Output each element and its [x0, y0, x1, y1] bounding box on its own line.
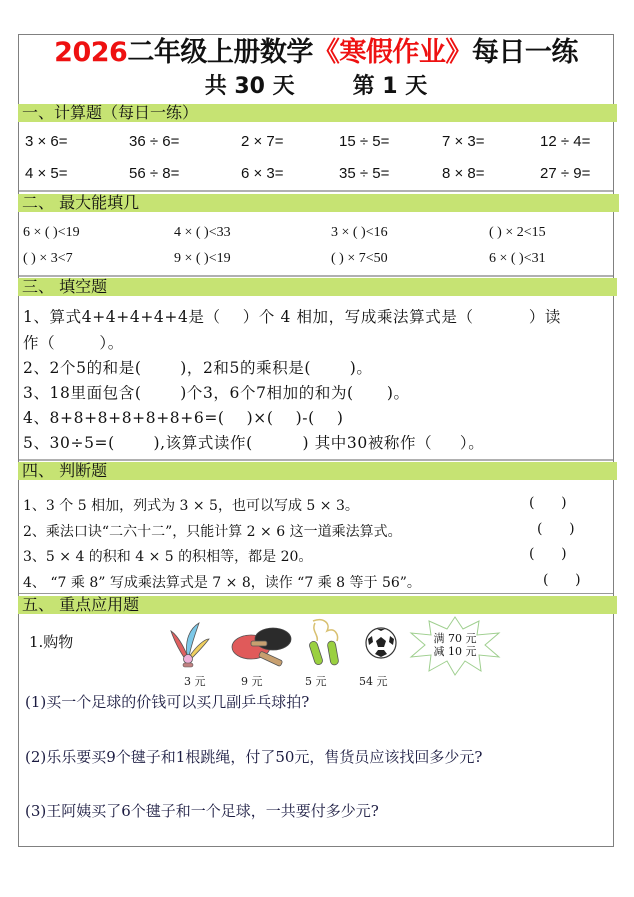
total-days: 共 30 天 [204, 74, 295, 99]
section-heading-calculation: 一、计算题（每日一练） [18, 104, 617, 122]
price-ping-pong-paddle: 9 元 [241, 675, 263, 688]
answer-blank: ( ) [543, 572, 581, 588]
page-title [19, 35, 613, 71]
fill-blank-question-3: 3、18里面包含( )个3，6个7相加的和为( )。 [23, 384, 410, 402]
calc-problem: 4 × 5= [25, 165, 68, 182]
section-divider [19, 459, 613, 461]
max-fill-problem: ( ) × 2<15 [489, 225, 546, 240]
max-fill-problem: 9 × ( )<19 [174, 251, 231, 266]
max-fill-problem: 4 × ( )<33 [174, 225, 231, 240]
title-grade: 二年级上册数学 [127, 37, 313, 68]
worksheet-page [18, 34, 614, 847]
calc-problem: 6 × 3= [241, 165, 284, 182]
section-heading-application: 五、 重点应用题 [18, 596, 617, 614]
application-question-2: (2)乐乐要买9个毽子和1根跳绳，付了50元，售货员应该找回多少元? [25, 748, 483, 766]
calc-problem: 3 × 6= [25, 133, 68, 150]
calc-problem: 15 ÷ 5= [339, 133, 390, 150]
calc-problem: 2 × 7= [241, 133, 284, 150]
calc-problem: 35 ÷ 5= [339, 165, 390, 182]
section-heading-true-false: 四、 判断题 [18, 462, 617, 480]
current-day: 第 1 天 [352, 74, 428, 99]
answer-blank: ( ) [529, 495, 567, 511]
section-heading-fill-blank: 三、 填空题 [18, 278, 617, 296]
promo-starburst [409, 615, 501, 677]
true-false-statement-2: 2、乘法口诀“二六十二”，只能计算 2 × 6 这一道乘法算式。 [23, 524, 402, 540]
true-false-statement-3: 3、5 × 4 的积和 4 × 5 的积相等，都是 20。 [23, 549, 313, 565]
title-highlight: 《寒假作业》 [312, 37, 472, 68]
fill-blank-question-2: 2、2个5的和是( )，2和5的乘积是( )。 [23, 359, 373, 377]
answer-blank: ( ) [529, 546, 567, 562]
title-daily: 每日一练 [471, 37, 578, 68]
title-year: 2026 [54, 37, 128, 68]
application-question-1: (1)买一个足球的价钱可以买几副乒乓球拍? [25, 693, 310, 711]
day-counter [19, 71, 613, 103]
max-fill-problem: 6 × ( )<19 [23, 225, 80, 240]
true-false-statement-4: 4、 “7 乘 8” 写成乘法算式是 7 × 8，读作 “7 乘 8 等于 56”。 [23, 575, 421, 591]
calc-problem: 36 ÷ 6= [129, 133, 180, 150]
fill-blank-question-4: 4、8+8+8+8+8+8+6=( )×( )-( ) [23, 409, 344, 427]
shuttlecock-icon [169, 621, 211, 669]
fill-blank-question-5: 5、30÷5=( ),该算式读作( ) 其中30被称作（ ）。 [23, 434, 485, 452]
max-fill-problem: ( ) × 3<7 [23, 251, 73, 266]
answer-blank: ( ) [537, 521, 575, 537]
calc-problem: 27 ÷ 9= [540, 165, 591, 182]
jump-rope-icon [309, 617, 345, 669]
ping-pong-paddle-icon [231, 627, 293, 667]
max-fill-problem: ( ) × 7<50 [331, 251, 388, 266]
section-divider [19, 275, 613, 277]
fill-blank-question-1: 1、算式4+4+4+4+4是（ ）个 4 相加，写成乘法算式是（ ）读 [23, 308, 562, 326]
shopping-label: 1.购物 [29, 633, 74, 651]
promo-line-2: 减 10 元 [433, 645, 477, 658]
price-jump-rope: 5 元 [305, 675, 327, 688]
section-divider [19, 190, 613, 192]
fill-blank-question-1-cont: 作（ ）。 [23, 334, 124, 352]
max-fill-problem: 6 × ( )<31 [489, 251, 546, 266]
calc-problem: 8 × 8= [442, 165, 485, 182]
calc-problem: 56 ÷ 8= [129, 165, 180, 182]
application-question-3: (3)王阿姨买了6个毽子和一个足球，一共要付多少元? [25, 802, 379, 820]
promo-line-1: 满 70 元 [433, 632, 477, 645]
promo-text [409, 632, 501, 658]
max-fill-problem: 3 × ( )<16 [331, 225, 388, 240]
calc-problem: 7 × 3= [442, 133, 485, 150]
price-shuttlecock: 3 元 [184, 675, 206, 688]
calc-problem: 12 ÷ 4= [540, 133, 591, 150]
section-heading-max-fill: 二、 最大能填几 [18, 194, 619, 212]
soccer-ball-icon [365, 627, 397, 659]
section-divider [19, 593, 613, 594]
true-false-statement-1: 1、3 个 5 相加，列式为 3 × 5，也可以写成 5 × 3。 [23, 498, 359, 514]
price-soccer-ball: 54 元 [359, 675, 388, 688]
